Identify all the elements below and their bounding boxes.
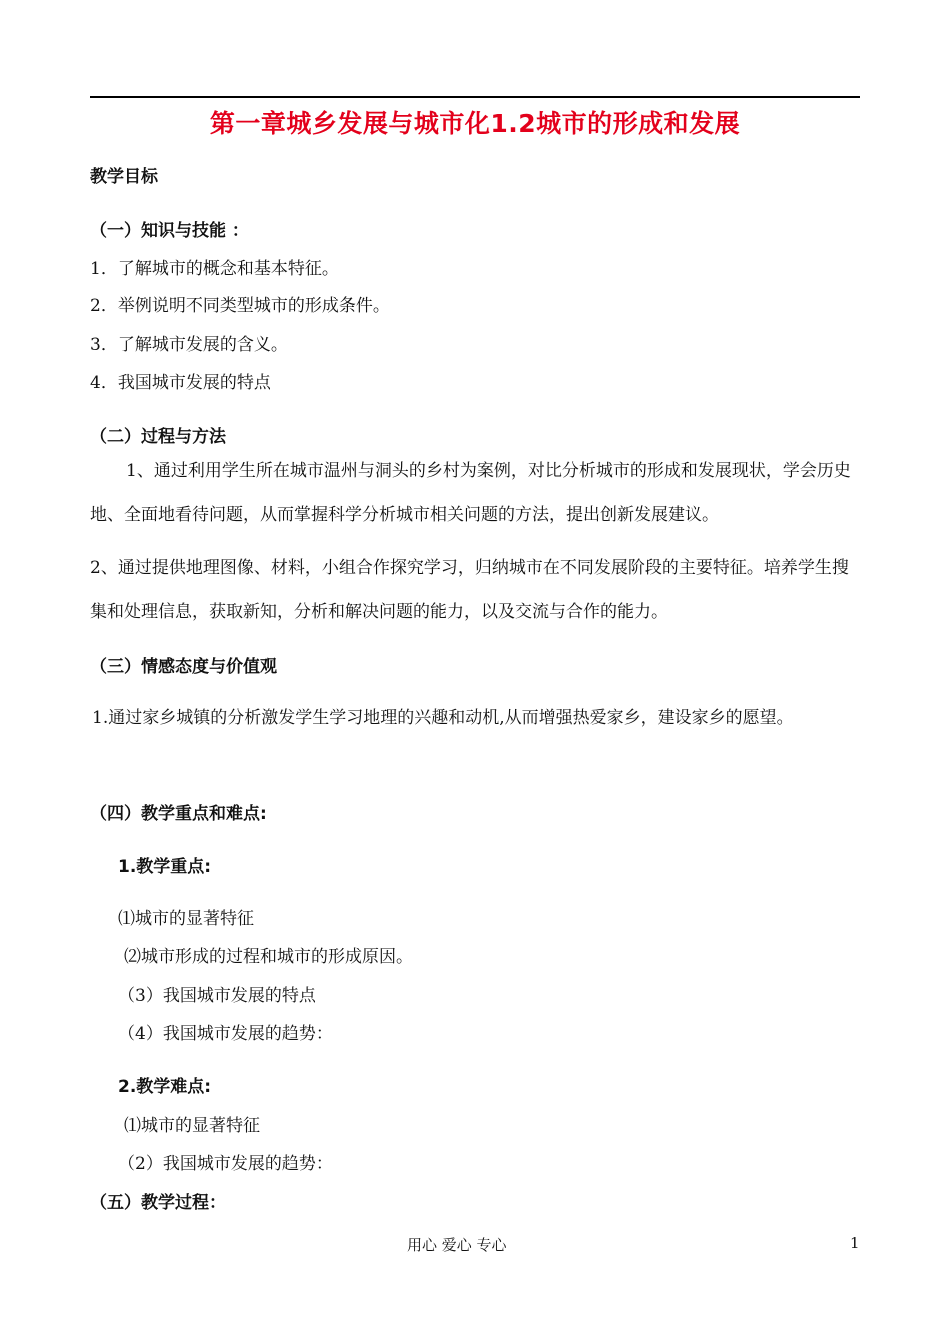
knowledge-item-1: 1．了解城市的概念和基本特征。 — [90, 259, 339, 279]
knowledge-item-4: 4．我国城市发展的特点 — [90, 373, 271, 393]
section-focus-heading: （四）教学重点和难点: — [90, 804, 267, 824]
page-number: 1 — [850, 1234, 860, 1252]
footer-slogan: 用心 爱心 专心 — [407, 1236, 507, 1254]
key-point-3: （3）我国城市发展的特点 — [118, 986, 316, 1006]
difficult-point-1: ⑴城市的显著特征 — [124, 1116, 260, 1136]
process-paragraph-1: 1、通过利用学生所在城市温州与洞头的乡村为案例，对比分析城市的形成和发展现状，学会历史地、全面地看待问题，从而掌握科学分析城市相关问题的方法，提出创新发展建议。 — [90, 461, 851, 525]
difficult-point-2: （2）我国城市发展的趋势： — [118, 1154, 333, 1174]
key-point-4: （4）我国城市发展的趋势： — [118, 1024, 333, 1044]
key-point-2: ⑵城市形成的过程和城市的形成原因。 — [124, 947, 413, 967]
key-point-1: ⑴城市的显著特征 — [118, 909, 254, 929]
process-paragraph-2: 2、通过提供地理图像、材料，小组合作探究学习，归纳城市在不同发展阶段的主要特征。培养学生搜集和处理信息，获取新知，分析和解决问题的能力，以及交流与合作的能力。 — [90, 558, 849, 622]
objectives-heading: 教学目标 — [90, 167, 158, 187]
knowledge-item-2: 2．举例说明不同类型城市的形成条件。 — [90, 296, 390, 316]
attitude-paragraph: 1.通过家乡城镇的分析激发学生学习地理的兴趣和动机,从而增强热爱家乡，建设家乡的愿望。 — [92, 708, 794, 728]
section-knowledge-heading: （一）知识与技能 ： — [90, 221, 249, 241]
section-process-heading: （二）过程与方法 — [90, 427, 226, 447]
document-title: 第一章城乡发展与城市化1.2城市的形成和发展 — [209, 109, 741, 138]
header-rule — [90, 96, 860, 98]
section-procedure-heading: （五）教学过程： — [90, 1193, 226, 1213]
section-attitude-heading: （三）情感态度与价值观 — [90, 657, 277, 677]
difficult-points-heading: 2.教学难点: — [118, 1077, 212, 1097]
knowledge-item-3: 3．了解城市发展的含义。 — [90, 335, 288, 355]
key-points-heading: 1.教学重点: — [118, 857, 212, 877]
